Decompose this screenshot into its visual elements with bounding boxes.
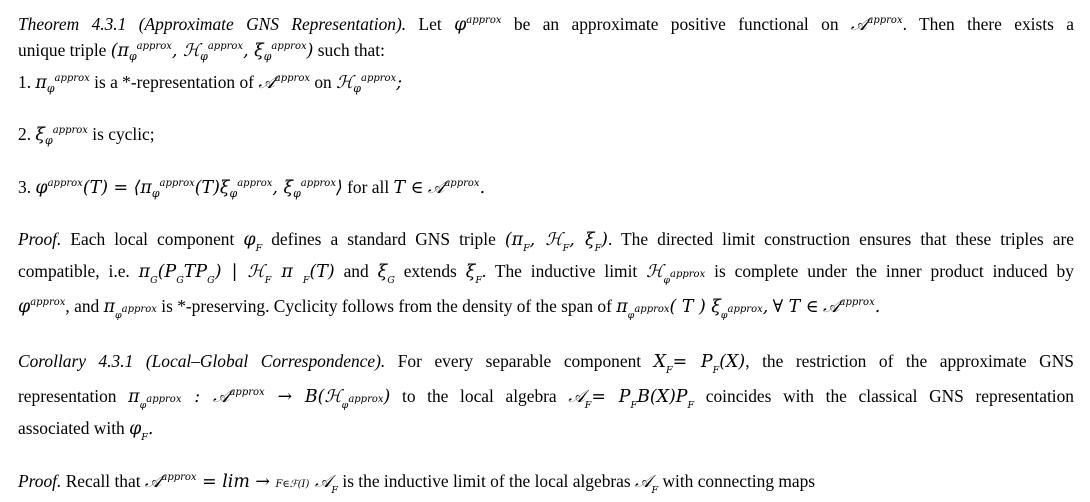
theorem-item-1: 1. $\pi_\varphi^{approx}$ is a *-representation of 𝒜$^{approx}$ on ℋ$_\varphi^{approx}$; (18, 72, 403, 95)
theorem-title: Theorem 4.3.1 (Approximate GNS Representation). (18, 14, 407, 34)
corollary-line-3: associated with $\varphi_F$. (18, 418, 154, 443)
corollary-title: Corollary 4.3.1 (Local–Global Correspondence). (18, 351, 386, 371)
proof-label: Proof. (18, 229, 62, 249)
corollary-line-1: Corollary 4.3.1 (Local–Global Correspondence). For every separable component $X_F= P_F(X)$, the restriction of the approximate GNS (18, 351, 1074, 376)
proof-2-line-1: Proof. Recall that 𝒜$^{approx}$ = lim → F∈ℱ(I) 𝒜$_F$ is the inductive limit of the local algebras 𝒜$_F$ with connecting maps (18, 471, 816, 496)
proof-label-2: Proof. (18, 471, 62, 491)
corollary-line-2: representation $\pi_\varphi approx$ : 𝒜$^{approx}$ → B(ℋ$_\varphi$approx) to the local algebra 𝒜$_F$= $P_FB(X)P_F$ coincides with the classical GNS representation (18, 386, 1074, 411)
paper-page (18, 10, 1074, 502)
proof-1-line-2: compatible, i.e. $\pi_G(P_GTP_G)$ | ℋ$_F$ π $_F$(T) and $\xi_G$ extends $\xi_F$. The inductive limit ℋ$_\varphi$approx is complete under the inner product induced by (18, 261, 1074, 286)
theorem-item-2: 2. $\xi_\varphi^{approx}$ is cyclic; (18, 124, 155, 147)
proof-1-line-1: Proof. Each local component $\varphi_F$ defines a standard GNS triple ($\pi_F$, ℋ$_F$, $\xi_F$). The directed limit construction ensures that these triples are (18, 229, 1074, 254)
theorem-line-1: Theorem 4.3.1 (Approximate GNS Representation). Let $\varphi^{approx}$ be an approximate positive functional on 𝒜$^{approx}$. Then there exists a (18, 14, 1074, 35)
proof-1-line-3: $\varphi^{approx}$, and $\pi_\varphi approx$ is *-preserving. Cyclicity follows from the density of the span of $\pi_\varphi approx$( T ) $\xi_\varphi approx$, ∀ T ∈ 𝒜$^{approx}$. (18, 296, 881, 321)
math-phi-approx: $\varphi^{approx}$ (454, 15, 502, 35)
math-triple: ($\pi_\varphi^{approx}$, ℋ$_\varphi^{approx}$, $\xi_\varphi^{approx}$) (110, 41, 314, 63)
theorem-item-3: 3. $\varphi^{approx}(T)$ = $⟨\pi_\varphi^{approx}(T)\xi_\varphi^{approx}$, $\xi_\varphi^{approx}⟩$ for all T ∈ 𝒜$^{approx}$. (18, 177, 486, 200)
math-A-approx: 𝒜$^{approx}$ (850, 15, 903, 35)
theorem-line-2: unique triple ($\pi_\varphi^{approx}$, ℋ$_\varphi^{approx}$, $\xi_\varphi^{approx}$) such that: (18, 40, 385, 63)
